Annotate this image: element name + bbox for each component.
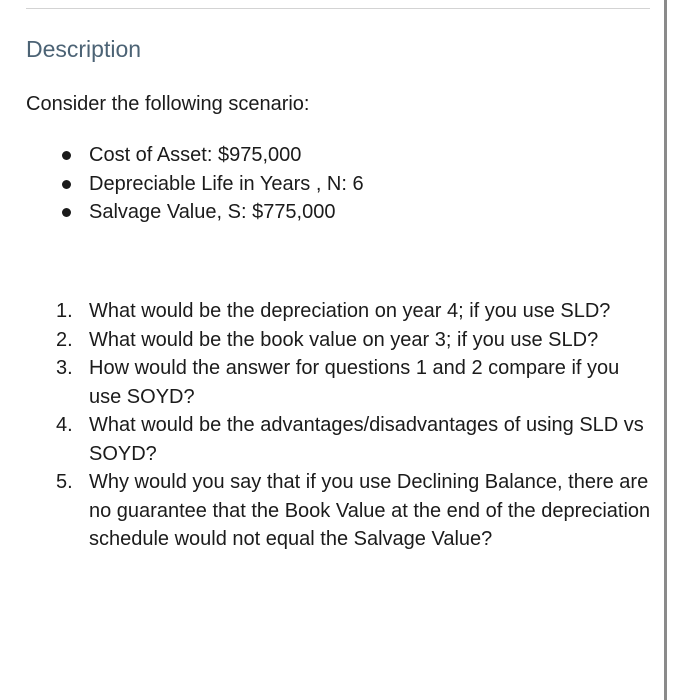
question-item-3	[56, 354, 656, 411]
bullet-dot-icon	[62, 151, 71, 160]
bullet-dot-icon	[62, 208, 71, 217]
question-number: 4.	[56, 414, 73, 436]
scenario-item-label: Depreciable Life in Years , N: 6	[89, 172, 364, 195]
scenario-item-label: Salvage Value, S: $775,000	[89, 201, 336, 223]
scenario-item-life	[62, 170, 364, 199]
question-item-2	[56, 326, 656, 355]
intro-text: Consider the following scenario:	[26, 93, 310, 115]
questions-list	[56, 297, 656, 554]
scenario-item-label: Cost of Asset: $975,000	[89, 144, 302, 166]
question-number: 3.	[56, 357, 73, 379]
question-text: What would be the advantages/disadvantages of using SLD vs SOYD?	[89, 414, 644, 465]
top-divider	[26, 8, 650, 9]
question-number: 1.	[56, 300, 73, 322]
question-text: How would the answer for questions 1 and 2 compare if you use SOYD?	[89, 357, 620, 408]
bullet-dot-icon	[62, 180, 71, 189]
scrollbar[interactable]	[664, 0, 667, 700]
question-text: What would be the depreciation on year 4; if you use SLD?	[89, 300, 611, 322]
question-text: Why would you say that if you use Declining Balance, there are no guarantee that the Book Value at the end of the depreciation schedule would not equal the Salvage Value?	[89, 471, 651, 550]
scenario-list	[62, 141, 364, 227]
question-item-4	[56, 411, 656, 468]
question-number: 2.	[56, 328, 73, 351]
section-title: Description	[26, 36, 142, 62]
scenario-item-salvage	[62, 198, 364, 227]
question-item-5	[56, 468, 656, 554]
question-item-1	[56, 297, 656, 326]
question-number: 5.	[56, 471, 73, 493]
question-text: What would be the book value on year 3; if you use SLD?	[89, 328, 599, 351]
scenario-item-cost	[62, 141, 364, 170]
